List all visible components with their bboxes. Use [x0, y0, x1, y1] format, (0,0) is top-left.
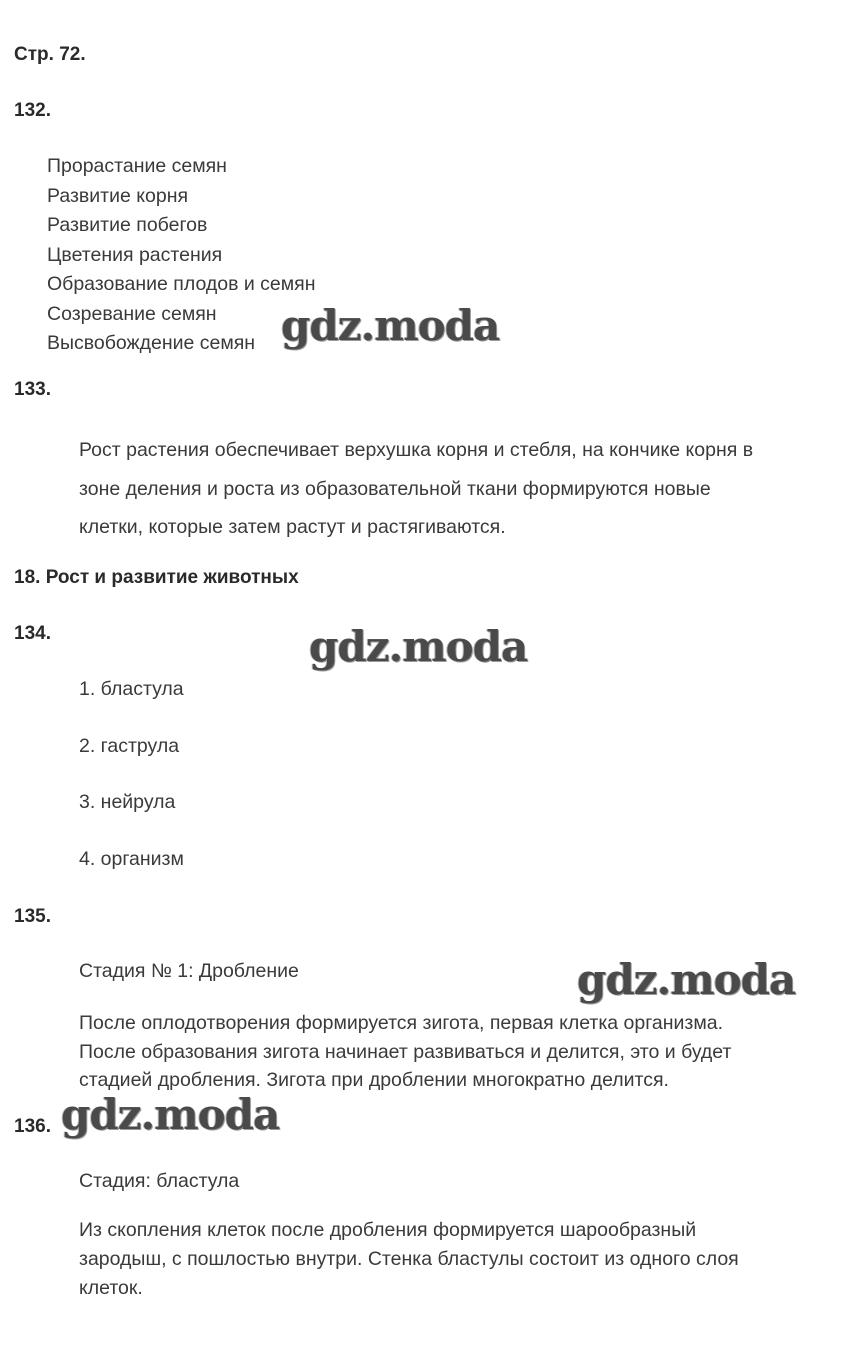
list-item: Цветения растения — [47, 243, 223, 266]
task-135-paragraph — [79, 1009, 731, 1095]
watermark-logo: gdz.moda — [577, 955, 796, 1004]
list-item: Развитие корня — [47, 184, 189, 207]
watermark-logo: gdz.moda — [309, 622, 528, 671]
page-reference: Стр. 72. — [14, 44, 86, 65]
list-item: Высвобождение семян — [47, 332, 256, 354]
task-134-number: 134. — [14, 623, 51, 644]
paragraph-line: Рост растения обеспечивает верхушка корня и стебля, на кончике корня в — [79, 439, 754, 461]
list-item: 4. организм — [79, 847, 184, 870]
watermark-logo: gdz.moda — [61, 1090, 280, 1139]
task-132-list — [47, 152, 316, 359]
task-133-number: 133. — [14, 379, 51, 400]
paragraph-line: стадией дробления. Зигота при дроблении многократно делится. — [79, 1069, 669, 1091]
task-136-stage: Стадия: бластула — [79, 1170, 240, 1192]
task-136-paragraph — [79, 1216, 739, 1303]
list-item: 3. нейрула — [79, 791, 176, 813]
list-item: 1. бластула — [79, 678, 184, 700]
section-heading: 18. Рост и развитие животных — [14, 567, 299, 588]
task-132-number: 132. — [14, 100, 51, 121]
paragraph-line: зародыш, с пошлостью внутри. Стенка бластулы состоит из одного слоя — [79, 1248, 739, 1270]
list-item: 2. гаструла — [79, 734, 180, 757]
paragraph-line: клетки, которые затем растут и растягиваются. — [79, 516, 506, 538]
task-135-number: 135. — [14, 906, 51, 927]
paragraph-line: клеток. — [79, 1277, 143, 1299]
task-135-stage: Стадия № 1: Дробление — [79, 960, 299, 982]
paragraph-line: После оплодотворения формируется зигота, первая клетка организма. — [79, 1012, 724, 1034]
list-item: Прорастание семян — [47, 155, 227, 177]
paragraph-line: Из скопления клеток после дробления формируется шарообразный — [79, 1219, 697, 1241]
watermark-logo: gdz.moda — [281, 301, 500, 350]
list-item: Образование плодов и семян — [47, 273, 316, 295]
paragraph-line: зоне деления и роста из образовательной ткани формируются новые — [79, 477, 711, 500]
task-136-number: 136. — [14, 1116, 51, 1137]
task-134-list — [79, 678, 184, 876]
task-133-paragraph — [79, 431, 753, 547]
list-item: Развитие побегов — [47, 214, 208, 236]
list-item: Созревание семян — [47, 302, 217, 325]
paragraph-line: После образования зигота начинает развиваться и делится, это и будет — [79, 1040, 732, 1063]
